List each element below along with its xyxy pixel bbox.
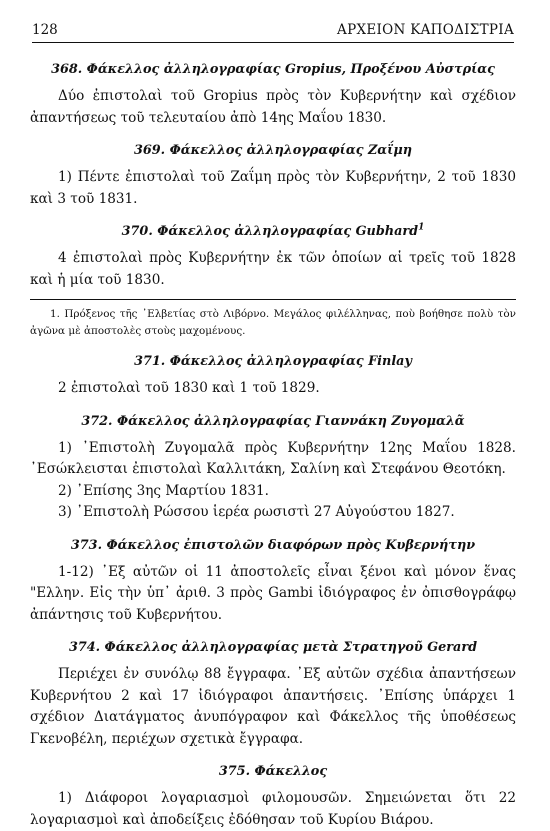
- entry-374: [30, 640, 516, 750]
- entry-369: [30, 143, 516, 210]
- footnote-divider: [30, 299, 516, 300]
- entry-text: 1) Διάφοροι λογαριασμοὶ φιλομουσῶν. Σημειώνεται ὅτι 22 λογαριασμοὶ καὶ ἀποδείξεις ἐδόθησαν τοῦ Κυρίου Βιάρου.: [30, 790, 516, 828]
- entry-text: 2 ἐπιστολαὶ τοῦ 1830 καὶ 1 τοῦ 1829.: [58, 380, 320, 396]
- entry-368: [30, 62, 516, 129]
- entry-title: 372. Φάκελλος ἀλληλογραφίας Γιαννάκη Ζυγομαλᾶ: [81, 413, 465, 429]
- entry-371: [30, 354, 516, 400]
- entry-text: Περιέχει ἐν συνόλῳ 88 ἔγγραφα. ᾿Εξ αὐτῶν σχέδια ἀπαντήσεων Κυβερνήτου 2 καὶ 17 ἰδιόγραφοι ἀπαντήσεις. ᾿Επίσης ὑπάρχει 1 σχέδιον Διατάγματος ἀνυπόγραφον καὶ Φάκελλος τῆς ὑποθέσεως Γκενοβέλη, περιέχων σχετικὰ ἔγγραφα.: [30, 666, 516, 747]
- list-item: 1) ᾿Επιστολὴ Ζυγομαλᾶ πρὸς Κυβερνήτην 12ης Μαΐου 1828. ᾿Εσώκλεισται ἐπιστολαὶ Καλλιτάκη, Σαλίνη καὶ Στεφάνου Θεοτόκη.: [30, 439, 516, 477]
- entry-375: [30, 764, 516, 831]
- entry-title: 374. Φάκελλος ἀλληλογραφίας μετὰ Στρατηγοῦ Gerard: [68, 640, 478, 655]
- entry-title: 373. Φάκελλος ἐπιστολῶν διαφόρων πρὸς Κυβερνήτην: [70, 537, 476, 553]
- list-item: 3) ᾿Επιστολὴ Ρώσσου ἱερέα ρωσιστὶ 27 Αὐγούστου 1827.: [58, 504, 455, 520]
- entry-text: Δύο ἐπιστολαὶ τοῦ Gropius πρὸς τὸν Κυβερνήτην καὶ σχέδιον ἀπαντήσεως τοῦ τελευταίου ἀπὸ 14ης Μαΐου 1830.: [30, 88, 516, 126]
- entry-title: 375. Φάκελλος: [218, 764, 328, 779]
- entry-title: 371. Φάκελλος ἀλληλογραφίας Finlay: [134, 354, 412, 369]
- footnote-marker: 1: [418, 222, 425, 233]
- list-item: 2) ᾿Επίσης 3ης Μαρτίου 1831.: [58, 482, 269, 499]
- entry-372: [30, 414, 516, 524]
- entry-text: 1) Πέντε ἐπιστολαὶ τοῦ Ζαΐμη πρὸς τὸν Κυβερνήτην, 2 τοῦ 1830 καὶ 3 τοῦ 1831.: [30, 169, 516, 207]
- entry-370: [30, 224, 516, 340]
- page-header: [32, 20, 514, 43]
- entry-title: 368. Φάκελλος ἀλληλογραφίας Gropius, Προξένου Αὐστρίας: [51, 62, 495, 77]
- running-head: ΑΡΧΕΙΟΝ ΚΑΠΟΔΙΣΤΡΙΑ: [337, 22, 514, 38]
- entry-373: [30, 538, 516, 627]
- footnote: 1. Πρόξενος τῆς ᾿Ελβετίας στὸ Λιβόρνο. Μεγάλος φιλέλληνας, ποὺ βοήθησε πολὺ τὸν ἀγῶνα μὲ ἀποστολὲς στοὺς μαχομένους.: [30, 308, 516, 337]
- entry-title: [30, 224, 516, 239]
- entry-text: 4 ἐπιστολαὶ πρὸς Κυβερνήτην ἐκ τῶν ὁποίων αἱ τρεῖς τοῦ 1828 καὶ ἡ μία τοῦ 1830.: [30, 250, 516, 288]
- entry-title: 369. Φάκελλος ἀλληλογραφίας Ζαΐμη: [133, 143, 413, 158]
- page-number: 128: [32, 22, 58, 38]
- document-body: [30, 62, 516, 831]
- entry-text: 1-12) ᾿Εξ αὐτῶν οἱ 11 ἀποστολεῖς εἶναι ξένοι καὶ μόνον ἕνας "Ελλην. Εἰς τὴν ὑπ᾿ ἀριθ. 3 πρὸς Gambi ἰδιόγραφος ἐν ὀπισθογράφῳ ἀπάντησις τοῦ Κυβερνήτου.: [30, 563, 516, 623]
- entry-title-text: 370. Φάκελλος ἀλληλογραφίας Gubhard: [121, 224, 419, 239]
